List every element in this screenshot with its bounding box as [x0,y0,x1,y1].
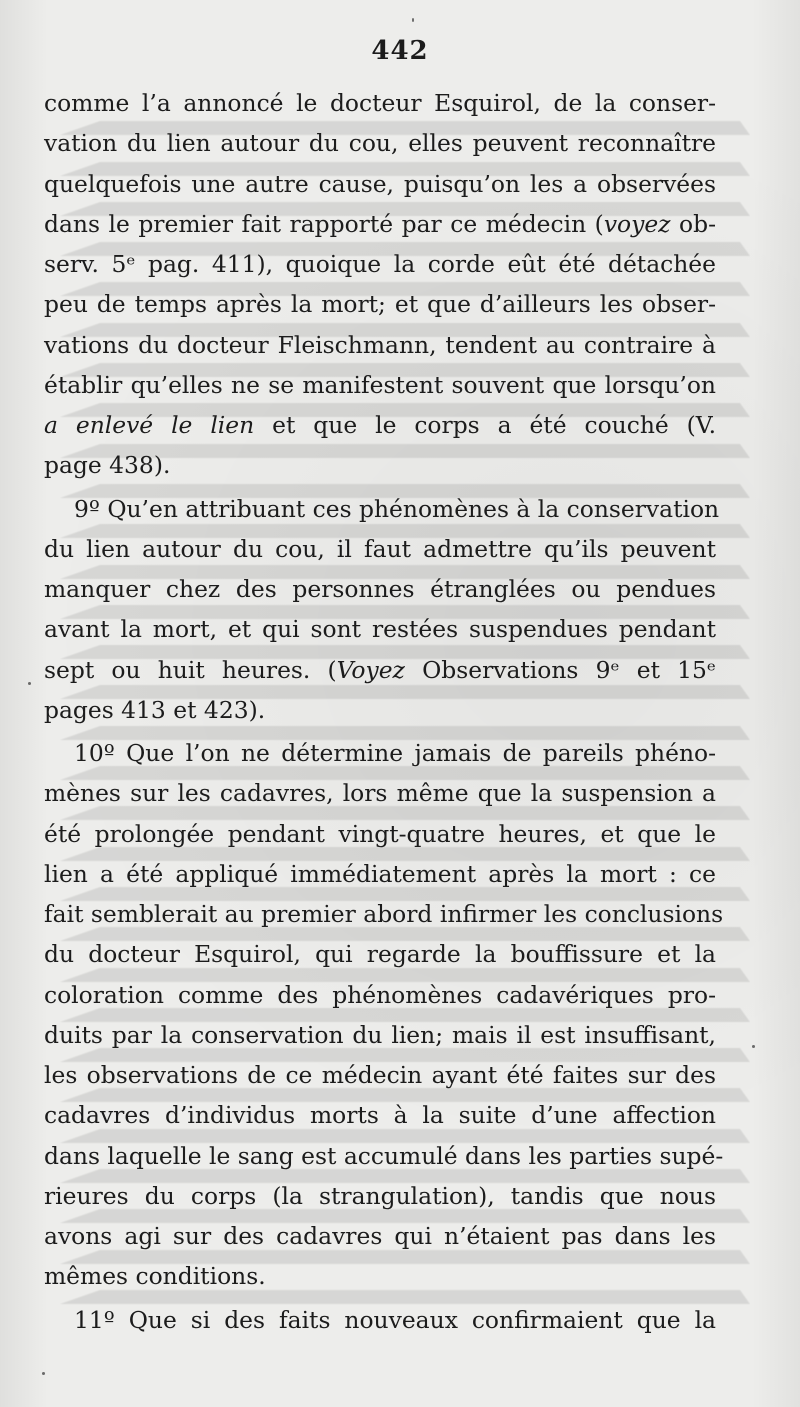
text-line: 11º Que si des faits nouveaux confirmaient que la [74,1305,716,1334]
text-line: page 438). [44,451,171,480]
text-line: duits par la conservation du lien; mais il est insuffisant, [44,1020,716,1049]
text-line: avons agi sur des cadavres qui n’étaient pas dans les [44,1222,716,1250]
text-line: pages 413 et 423). [44,695,266,724]
text-line: dans le premier fait rapporté par ce médecin (voyez ob- [44,209,716,238]
text-line: serv. 5ᵉ pag. 411), quoique la corde eût été détachée [44,250,716,278]
text-line: comme l’a annoncé le docteur Esquirol, de la conser- [44,89,716,117]
text-line: les observations de ce médecin ayant été faites sur des [44,1061,716,1089]
text-line: avant la mort, et qui sont restées suspendues pendant [44,615,716,644]
text-line: peu de temps après la mort; et que d’ailleurs les obser- [44,290,716,319]
page-number: 442 [371,36,429,66]
text-line: 10º Que l’on ne détermine jamais de pareils phéno- [74,739,716,767]
text-line: cadavres d’individus morts à la suite d’une affection [44,1101,716,1130]
text-line: quelquefois une autre cause, puisqu’on les a observées [44,169,716,198]
text-line: lien a été appliqué immédiatement après la mort : ce [44,859,716,888]
ink-speck [412,18,414,22]
ink-speck [752,1045,755,1048]
text-line: fait semblerait au premier abord infirmer les conclusions [44,900,724,928]
ink-speck [42,1372,45,1375]
text-line: établir qu’elles ne se manifestent souvent que lorsqu’on [44,370,716,399]
text-line: mènes sur les cadavres, lors même que la suspension a [44,779,716,808]
text-line: manquer chez des personnes étranglées ou pendues [44,575,716,603]
text-line: du docteur Esquirol, qui regarde la bouffissure et la [44,940,716,969]
text-line: sept ou huit heures. (Voyez Observations 9ᵉ et 15ᵉ [44,655,716,684]
text-line: coloration comme des phénomènes cadavériques pro- [44,980,716,1009]
text-line: vation du lien autour du cou, elles peuvent reconnaître [44,129,716,158]
text-line: vations du docteur Fleischmann, tendent au contraire à [44,330,716,359]
text-line: été prolongée pendant vingt-quatre heures, et que le [44,819,716,848]
text-line: a enlevé le lien et que le corps a été couché (V. [44,411,717,439]
text-line: rieures du corps (la strangulation), tandis que nous [44,1181,716,1210]
ink-speck [28,682,31,685]
body-text [44,83,724,1340]
text-line: 9º Qu’en attribuant ces phénomènes à la conservation [74,494,720,523]
text-line: dans laquelle le sang est accumulé dans les parties supé- [44,1141,724,1170]
text-line: du lien autour du cou, il faut admettre qu’ils peuvent [44,534,716,563]
text-line: mêmes conditions. [44,1262,266,1291]
